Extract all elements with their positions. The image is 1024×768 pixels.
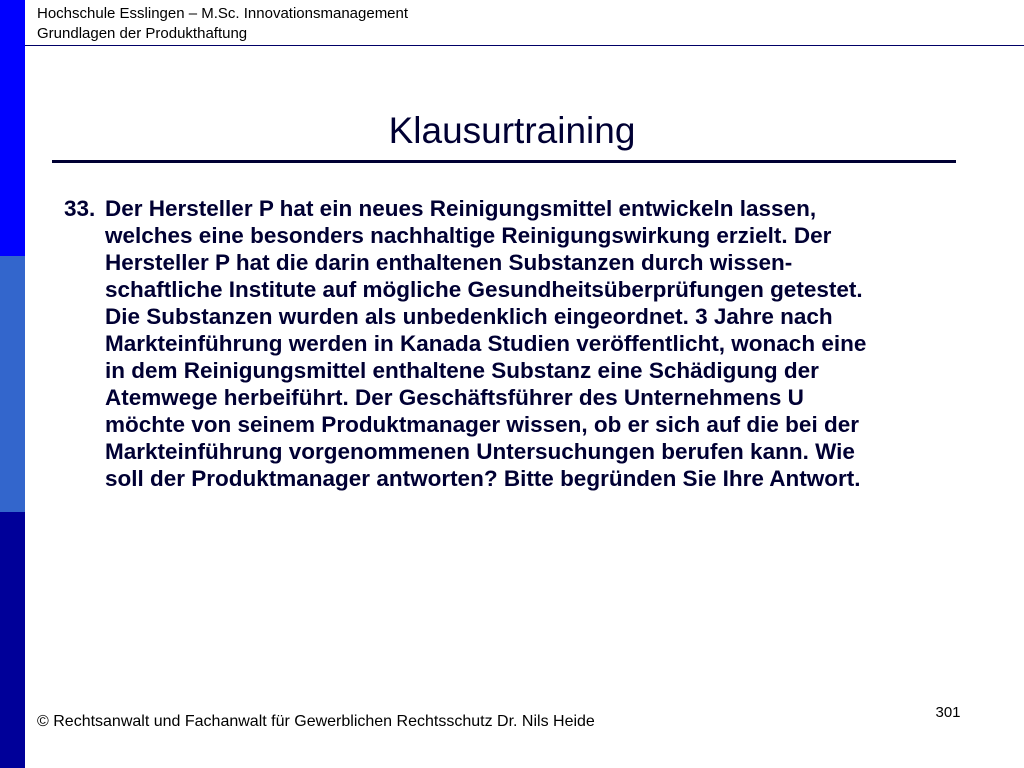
item-text-line: welches eine besonders nachhaltige Reinigungswirkung erzielt. Der	[105, 223, 832, 248]
item-text-line: Der Hersteller P hat ein neues Reinigungsmittel entwickeln lassen,	[105, 196, 817, 221]
side-block-bottom	[0, 512, 25, 768]
item-text-line: Atemwege herbeiführt. Der Geschäftsführer des Unternehmens U	[105, 385, 804, 410]
item-text-line: Die Substanzen wurden als unbedenklich eingeordnet. 3 Jahre nach	[105, 304, 833, 329]
header-institution: Hochschule Esslingen – M.Sc. Innovationsmanagement	[37, 5, 409, 22]
side-block-middle	[0, 256, 25, 512]
item-text	[105, 195, 974, 492]
item-text-line: soll der Produktmanager antworten? Bitte begründen Sie Ihre Antwort.	[105, 466, 861, 491]
item-number: 33.	[64, 196, 96, 221]
item-text-line: Markteinführung vorgenommenen Untersuchungen berufen kann. Wie	[105, 439, 855, 464]
slide-footer: © Rechtsanwalt und Fachanwalt für Gewerblichen Rechtsschutz Dr. Nils Heide	[37, 713, 595, 730]
item-text-line: in dem Reinigungsmittel enthaltene Substanz eine Schädigung der	[105, 358, 819, 383]
slide-title: Klausurtraining	[388, 110, 636, 151]
slide-header	[37, 4, 408, 44]
page-number: 301	[935, 704, 961, 721]
item-text-line: möchte von seinem Produktmanager wissen, ob er sich auf die bei der	[105, 412, 859, 437]
slide-body	[64, 195, 974, 492]
header-course: Grundlagen der Produkthaftung	[37, 25, 248, 42]
item-text-line: Markteinführung werden in Kanada Studien veröffentlicht, wonach eine	[105, 331, 867, 356]
item-text-line: Hersteller P hat die darin enthaltenen Substanzen durch wissen-	[105, 250, 793, 275]
list-item	[64, 195, 974, 492]
item-text-line: schaftliche Institute auf mögliche Gesundheitsüberprüfungen getestet.	[105, 277, 863, 302]
title-underline	[52, 160, 956, 163]
header-divider	[25, 45, 1024, 46]
